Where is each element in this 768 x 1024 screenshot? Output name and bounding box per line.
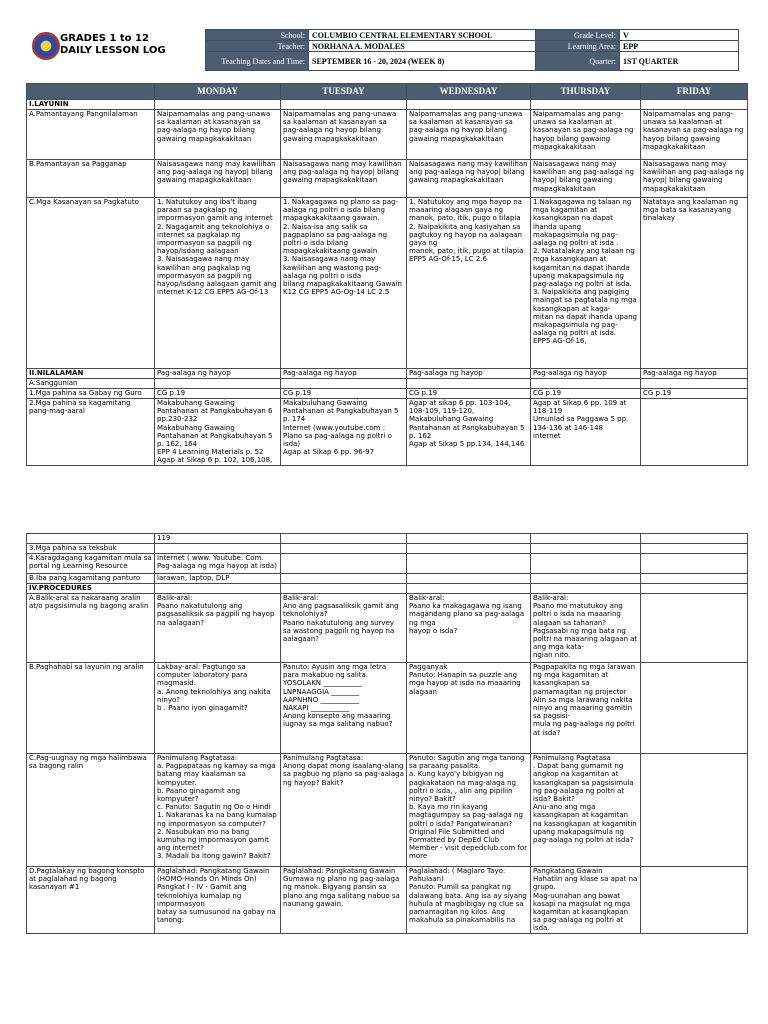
cell-tuesday: Panimulang Pagtatasa: Anong dapat mong isaalang-alang sa pagbuo ng plano sa pag-aalaga ng hayop? Bakit? [281,754,407,867]
row-label: I.LAYUNIN [27,100,155,110]
cell-thursday [531,379,641,389]
cell-wednesday [407,379,531,389]
row-label [27,534,155,544]
table-row [27,867,748,934]
row-label: IV.PROCEDURES [27,584,155,594]
cell-tuesday [281,554,407,574]
cell-friday: CG p.19 [641,389,748,399]
quarter-label: Quarter: [536,52,620,71]
cell-wednesday [407,574,531,584]
cell-tuesday [281,574,407,584]
cell-wednesday: Panuto: Sagutin ang mga tanong sa paraang pasalita. a. Kung kayo'y bibigyan ng pagkakataon na mag-alaga ng poltri o isda, , alin ang pipiliin ninyo? Bakit? b. Kaya mo rin kayang magtagumpay sa pag-aalaga ng poltri o isda? Pangatwiranan? Original File Submitted and Formatted by DepEd Club Member - visit depedclub.com for more [407,754,531,867]
row-label: 2.Mga pahina sa kagamitang pang-mag-aaral [27,399,155,466]
cell-monday: Panimulang Pagtatasa: a. Pagpapataas ng kamay sa mga batang may kaalaman sa kompyuter. b. Paano ginagamit ang kompyuter? c. Panuto: Sagutin ng Oo o Hindi 1. Nakaranas ka na bang kumalap ng impormasyon sa computer? 2. Nasubukan mo na bang kumuha ng impormasyon gamit ang internet? 3. Madali ba itong gawin? Bakit? [155,754,281,867]
cell-tuesday: Balik-aral: Ano ang pagsasaliksik gamit ang teknolohiya? Paano nakatutulong ang survey sa wastong pagpili ng hayop na aalagaan? [281,594,407,663]
row-label: A.Sanggunian [27,379,155,389]
cell-friday [641,663,748,754]
cell-wednesday [407,554,531,574]
cell-monday: Paglalahad: Pangkatang Gawain (HOMO-Hands On Minds On) Pangkat I - IV - Gamit ang teknolohiya kumalap ng impormasyon batay sa sumusunod na gabay na tanong: [155,867,281,934]
cell-thursday [531,584,641,594]
cell-wednesday: Pagganyak Panuto: Hanapin sa puzzle ang mga hayop at isda na maaaring alagaan [407,663,531,754]
table-row [27,110,748,160]
cell-thursday: Panimulang Pagtatasa . Dapat bang gumamit ng angkop na kagamitan at kasangkapan sa pagsisimula ng pag-aalaga ng poltri at isda? Bakit? Anu-ano ang mga kasangkapan at kagamitan na kasangkapan at kagamitin upang makapagsimula ng pag-aalaga ng poltri at isda? [531,754,641,867]
row-label: B.Pamantayan sa Pagganap [27,160,155,198]
cell-friday [641,100,748,110]
cell-thursday: Naipamamalas ang pang-unawa sa kaalaman at kasanayan sa pag-aalaga ng hayop bilang gawaing mapagkakakitaan [531,110,641,160]
cell-friday [641,554,748,574]
row-label: A.Pamantayang Pangnilalaman [27,110,155,160]
cell-thursday: Pagpapakita ng mga larawan ng mga kagamitan at kasangkapan sa pamamagitan ng projector Alin sa mga larawang nakita ninyo ang maaaring gamitin sa pagsisi- mula ng pag-aalaga ng poltri at isda? [531,663,641,754]
table-row [27,399,748,466]
cell-monday [155,379,281,389]
row-label: 4.Karagdagang kagamitan mula sa portal ng Learning Resource [27,554,155,574]
cell-tuesday: Naisasagawa nang may kawilihan ang pag-aalaga ng hayop| bilang gawaing mapagkakakitaan [281,160,407,198]
cell-wednesday [407,584,531,594]
log-title [60,33,166,56]
day-header-blank [27,84,155,100]
cell-thursday: Agap at Sikap 6 pp. 109 at 118-119 Umunlad sa Paggawa 5 pp. 134-136 at 146-148 internet [531,399,641,466]
cell-monday: 119 [155,534,281,544]
cell-friday: Natataya ang kaalaman ng mga bata sa kasanayang tinalakay [641,198,748,369]
cell-thursday: Balik-aral: Paano mo matutukoy ang poltri o isda na maaaring alagaan sa tahanan? Pagsasabi ng mga bata ng poltri na maaaring alagaan at ang mga kata- ngian nito. [531,594,641,663]
row-label: 3.Mga pahina sa teksbuk [27,544,155,554]
cell-thursday: Pangkatang Gawain Hahatiin ang klase sa apat na grupo. Mag-uunahan ang bawat kasapi na magsulat ng mga kagamitan at kasangkapan sa pag-aalaga ng poltri at isda. [531,867,641,934]
table-row [27,554,748,574]
cell-tuesday [281,100,407,110]
cell-thursday: CG p.19 [531,389,641,399]
cell-thursday [531,574,641,584]
teacher-value: NORHANA A. MODALES [309,41,536,52]
lesson-table-page1 [26,83,748,466]
quarter-value: 1ST QUARTER [620,52,739,71]
cell-thursday [531,534,641,544]
table-row [27,534,748,544]
cell-monday [155,584,281,594]
table-row [27,389,748,399]
cell-tuesday: Pag-aalaga ng hayop [281,369,407,379]
table-row [27,379,748,389]
cell-monday: Balik-aral: Paano nakatutulong ang pagsasaliksik sa pagpili ng hayop na aalagaan? [155,594,281,663]
row-label: C.Mga Kasanayan sa Pagkatuto [27,198,155,369]
table-row [27,574,748,584]
grade-value: V [620,30,739,41]
cell-wednesday [407,544,531,554]
cell-wednesday [407,100,531,110]
title-line2: DAILY LESSON LOG [60,44,166,56]
cell-tuesday: CG p.19 [281,389,407,399]
school-value: COLUMBIO CENTRAL ELEMENTARY SCHOOL [309,30,536,41]
area-label: Learning Area: [536,41,620,52]
grade-label: Grade Level: [536,30,620,41]
info-table [205,29,739,71]
cell-monday: 1. Natutukoy ang iba't ibang paraan sa pagkalap ng impormasyon gamit ang internet 2. Nagagamit ang teknolohiya o internet sa pagkalap ng impormasyon sa pagpili ng hayop/isdang aalagaan 3. Naisasagawa nang may kawilihan ang pagkalap ng impormasyon sa pagpili ng hayop/isdang aalagaan gamit ang internet K-12 CG EPP5 AG-Of-13 [155,198,281,369]
dates-label: Teaching Dates and Time: [206,52,309,71]
cell-monday [155,100,281,110]
cell-monday: larawan, laptop, DLP [155,574,281,584]
table-row [27,160,748,198]
cell-monday: Lakbay-aral: Pagtungo sa computer laboratory para magmasid. a. Anong teknolohiya ang nakita ninyo? b . Paano iyon ginagamit? [155,663,281,754]
cell-wednesday: CG p.19 [407,389,531,399]
cell-monday: CG p.19 [155,389,281,399]
table-row [27,754,748,867]
cell-friday [641,574,748,584]
cell-wednesday: Agap at sikap 6 pp. 103-104, 108-109, 119-120, Makabuluhang Gawaing Pantahanan at Pangkabuhayan 5 p. 162 Agap at Sikap 5 pp.134, 144,146 [407,399,531,466]
cell-thursday: Pag-aalaga ng hayop [531,369,641,379]
cell-thursday: 1.Nakagagawa ng talaan ng mga kagamitan at kasangkapan na dapat ihanda upang makapagsimula ng pag-aalaga ng poltri at isda . 2. Natatalakay ang talaan ng mga kasangkapan at kagamitan na dapat ihanda upang makapagsimula ng pag-aalaga ng poltri at isda. 3. Naipakikita ang pagiging maingat sa pagtatala ng mga kasangkapan at kaga- mitan na dapat ihanda upang makapagsimula ng pag-aalaga ng poltri at isda. EPP5 AG-Of-16, [531,198,641,369]
cell-thursday: Naisasagawa nang may kawilihan ang pag-aalaga ng hayop| bilang gawaing mapagkakakitaan [531,160,641,198]
cell-wednesday: Naipamamalas ang pang-unawa sa kaalaman at kasanayan sa pag-aalaga ng hayop bilang gawaing mapagkakakitaan [407,110,531,160]
cell-tuesday: 1. Nakagagawa ng plano sa pag-aalaga ng poltri o isda bilang mapagkakakitaang gawain. 2. Naisa-isa ang salik sa pagpaplano sa pag-aalaga ng poltri o isda bilang mapagkakakitaang gawain 3. Naisasagawa nang may kawilihan ang wastong pag-aalaga ng poltri o isda bilang mapagkakakitaang Gawain K12 CG EPP5 AG-Og-14 LC 2.5 [281,198,407,369]
cell-tuesday: Paglalahad: Pangkatang Gawain Gumawa ng plano ng pag-aalaga ng manok. Bigyang pansin sa plano ang mga salitang nabuo sa naunang gawain. [281,867,407,934]
table-row [27,198,748,369]
day-header-tuesday: TUESDAY [281,84,407,100]
cell-monday: Naisasagawa nang may kawilihan ang pag-aalaga ng hayop| bilang gawaing mapagkakakitaan [155,160,281,198]
table-row [27,584,748,594]
cell-wednesday [407,534,531,544]
cell-tuesday: Naipamamalas ang pang-unawa sa kaalaman at kasanayan sa pag-aalaga ng hayop bilang gawaing mapagkakakitaan [281,110,407,160]
cell-thursday [531,554,641,574]
day-header-monday: MONDAY [155,84,281,100]
cell-monday: Makabuhang Gawaing Pantahanan at Pangkabuhayan 6 pp.230-232 Makabuhang Gawaing Pantahanan at Pangkabuhayan 5 p. 162, 164 EPP 4 Learning Materials p. 52 Agap at Sikap 6 p. 102, 106,108, [155,399,281,466]
log-header [26,29,746,76]
cell-tuesday: Panuto: Ayusin ang mga letra para makabuo ng salita. YOSOLAKN ___________ LNPNAAGGIA ________ AAPNHNO ___________ NAKAPI ___________ Anong konsepto ang maaaring iugnay sa mga salitang nabuo? [281,663,407,754]
cell-tuesday [281,584,407,594]
cell-friday [641,534,748,544]
cell-monday: Pag-aalaga ng hayop [155,369,281,379]
cell-wednesday: Paglalahad: ( Maglaro Tayo: Pahulaan) Panuto: Pumili sa pangkat ng dalawang bata. Ang isa ay siyang huhula at magbibigay ng clue sa pamamagitan ng kilos. Ang makahula sa pinakamabilis na [407,867,531,934]
cell-monday: Naipamamalas ang pang-unawa sa kaalaman at kasanayan sa pag-aalaga ng hayop bilang gawaing mapagkakakitaan [155,110,281,160]
cell-tuesday [281,544,407,554]
row-label: D.Pagtalakay ng bagong konspto at paglalahad ng bagong kasanayan #1 [27,867,155,934]
cell-tuesday [281,534,407,544]
cell-friday [641,544,748,554]
table-row [27,100,748,110]
cell-wednesday: Balik-aral: Paano ka makagagawa ng isang magandang plano sa pag-aalaga ng mga hayop o isda? [407,594,531,663]
cell-wednesday: Pag-aalaga ng hayop [407,369,531,379]
cell-friday [641,594,748,663]
cell-monday: Internet ( www. Youtube. Com. Pag-aalaga ng mga hayop at isda) [155,554,281,574]
table-row [27,663,748,754]
cell-friday [641,584,748,594]
cell-wednesday: 1. Natutukoy ang mga hayop na maaaring alagaan gaya ng manok, pato, itik, pugo o tilapia 2. Naipakikita ang kasiyahan sa pagtukoy ng hayop na aalagaan gaya ng manok, pato, itik, pugo at tilapia EPP5 AG-Of-15, LC 2.6 [407,198,531,369]
row-label: B.Iba pang kagamitang panturo [27,574,155,584]
cell-friday: Naisasagawa nang may kawilihan ang pag-aalaga ng hayop| bilang gawaing mapagkakakitaan [641,160,748,198]
table-row [27,544,748,554]
lesson-table-page2 [26,533,748,934]
deped-seal-icon [32,32,60,60]
cell-tuesday [281,379,407,389]
cell-monday [155,544,281,554]
area-value: EPP [620,41,739,52]
day-header-wednesday: WEDNESDAY [407,84,531,100]
cell-wednesday: Naisasagawa nang may kawilihan ang pag-aalaga ng hayop| bilang gawaing mapagkakakitaan [407,160,531,198]
cell-friday [641,867,748,934]
table-row [27,369,748,379]
cell-thursday [531,544,641,554]
cell-friday [641,399,748,466]
dates-value: SEPTEMBER 16 - 20, 2024 (WEEK 8) [309,52,536,71]
row-label: II.NILALAMAN [27,369,155,379]
cell-friday [641,379,748,389]
cell-thursday [531,100,641,110]
cell-friday: Naipamamalas ang pang-unawa sa kaalaman at kasanayan sa pag-aalaga ng hayop bilang gawaing mapagkakakitaan [641,110,748,160]
title-line1: GRADES 1 to 12 [60,33,149,44]
school-label: School: [206,30,309,41]
row-label: A.Balik-aral sa nakaraang aralin at/o pagsisimula ng bagong aralin [27,594,155,663]
teacher-label: Teacher: [206,41,309,52]
cell-tuesday: Makabuluhang Gawaing Pantahanan at Pangkabuhayan 5 p. 174 Internet (www.youtube.com : Plano sa pag-aalaga ng poltri o isda) Agap at Sikap 6 pp. 96-97 [281,399,407,466]
row-label: 1.Mga pahina sa Gabay ng Guro [27,389,155,399]
day-header-friday: FRIDAY [641,84,748,100]
row-label: B.Paghahabi sa layunin ng aralin [27,663,155,754]
cell-friday: Pag-aalaga ng hayop [641,369,748,379]
day-header-thursday: THURSDAY [531,84,641,100]
table-row [27,594,748,663]
cell-friday [641,754,748,867]
row-label: C.Pag-uugnay ng mga halimbawa sa bagong ralin [27,754,155,867]
